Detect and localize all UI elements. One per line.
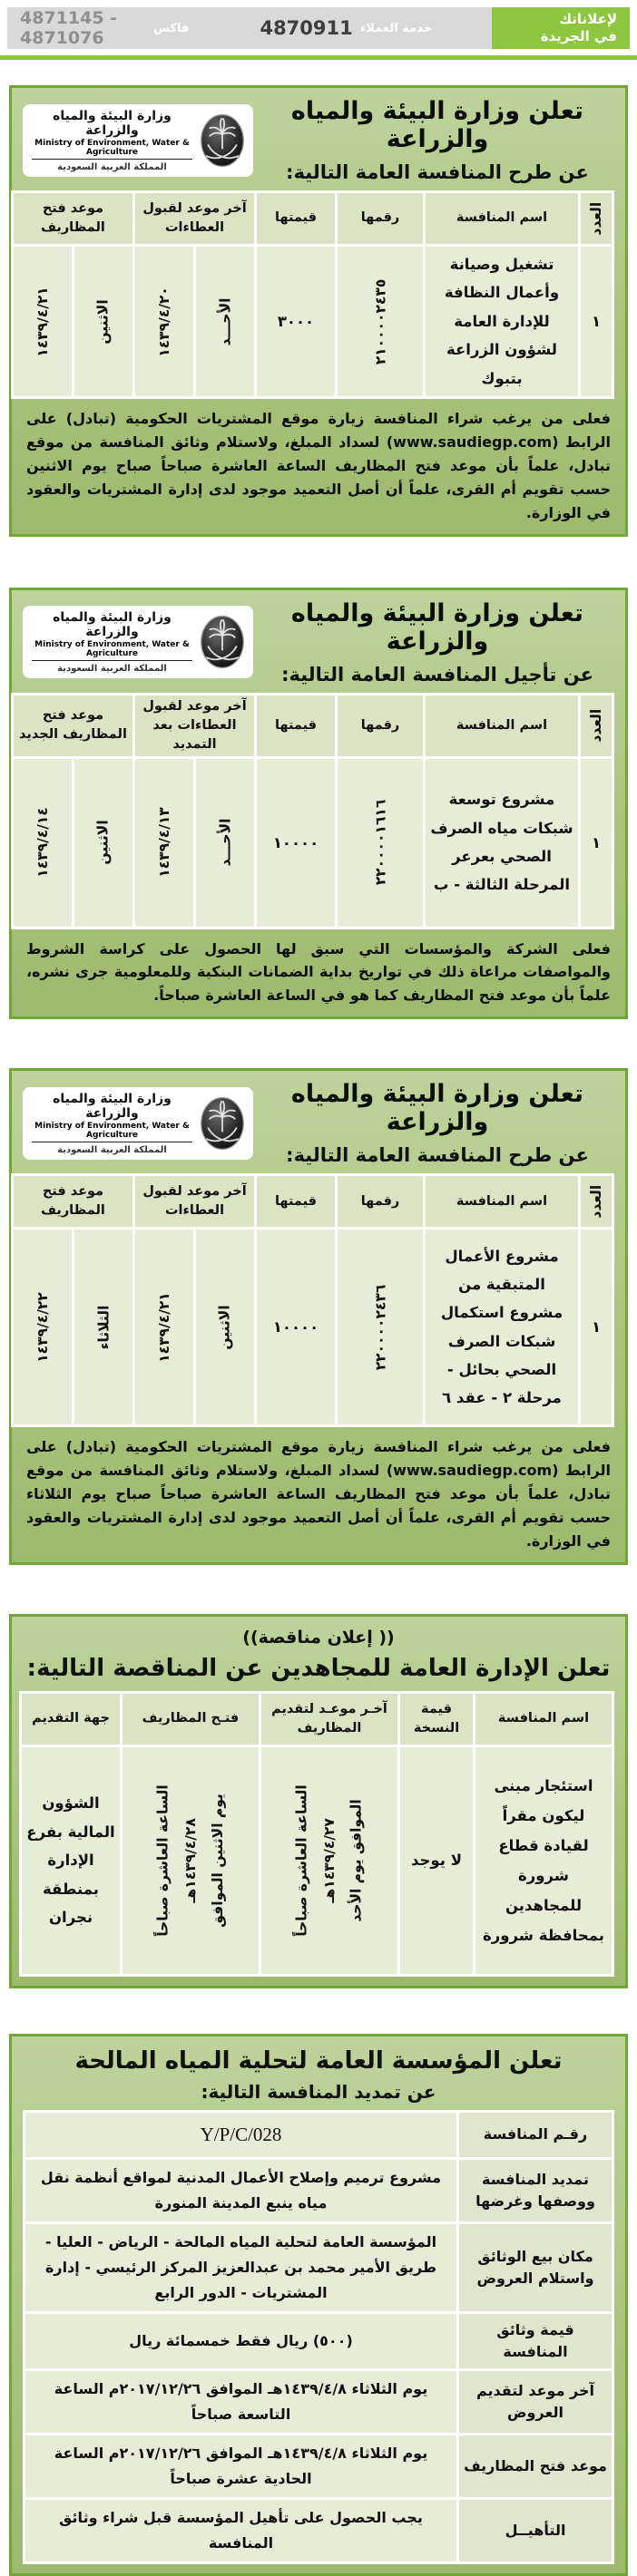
ministry-country: المملكة العربية السعودية bbox=[57, 664, 167, 675]
cell-opening-date: ١٤٣٩/٤/٢١ bbox=[14, 247, 72, 396]
table-row bbox=[25, 2371, 612, 2433]
saudi-emblem-icon bbox=[199, 1095, 246, 1152]
announcement-block-ministry-3 bbox=[9, 1068, 628, 1565]
ministry-country: المملكة العربية السعودية bbox=[57, 161, 167, 172]
green-divider bbox=[0, 55, 637, 60]
fax-label: فاكس bbox=[153, 21, 190, 35]
cell-tender-name: مشروع توسعة شبكات مياه الصرف الصحي بعرعر المرحلة الثالثة - ب bbox=[426, 759, 578, 927]
announcement-block-mujahideen bbox=[9, 1614, 628, 1988]
ministry-logo bbox=[23, 1087, 253, 1160]
table-header-row bbox=[22, 1694, 612, 1745]
cell-deadline-date: ١٤٣٩/٤/١٣ bbox=[135, 759, 193, 927]
desalination-table bbox=[23, 2110, 614, 2564]
table-row bbox=[25, 2435, 612, 2497]
cell-opening-day: الثلاثاء bbox=[74, 1230, 132, 1424]
row-value-envelopes-opening: يوم الثلاثاء ١٤٣٩/٤/٨هـ الموافق ٢٠١٧/١٢/٢٦م الساعة الحادية عشرة صباحاً bbox=[25, 2435, 456, 2497]
row-label-documents-price: قيمة وثائق المنافسة bbox=[459, 2314, 612, 2368]
col-header-deadline: آخر موعد لقبول العطاءات bbox=[135, 1176, 254, 1227]
col-header-count: العدد bbox=[581, 193, 612, 244]
cell-opening-date: ١٤٣٩/٤/٢٢ bbox=[14, 1230, 72, 1424]
cell-tender-number: ٢١٠٠٠٠٢٤٣٥ bbox=[338, 247, 423, 396]
ads-promo-box bbox=[492, 7, 630, 49]
topbar bbox=[7, 7, 630, 49]
cell-deadline: الموافق يوم الأحد ١٤٣٩/٤/٢٧هـ الساعة العاشرة صباحاً bbox=[261, 1747, 397, 1974]
row-value-qualification: يجب الحصول على تأهيل المؤسسة قبل شراء وثائق المنافسة bbox=[25, 2500, 456, 2561]
row-value-documents-price: (٥٠٠) ريال فقط خمسمائة ريال bbox=[25, 2314, 456, 2368]
block3-subtitle: عن طرح المنافسة العامة التالية: bbox=[286, 1144, 589, 1167]
cell-tender-number: ٢٢٠٠٠٠١٦١٦ bbox=[338, 759, 423, 927]
cell-opening-day: الاثنين bbox=[74, 247, 132, 396]
col-header-opening: موعد فتح المظاريف الجديد bbox=[14, 695, 132, 756]
table-header-row bbox=[14, 695, 612, 756]
block2-header bbox=[23, 599, 614, 685]
cell-tender-name: تشغيل وصيانة وأعمال النظافة للإدارة العامة لشؤون الزراعة بتبوك bbox=[426, 247, 578, 396]
cell-deadline-date: ١٤٣٩/٤/٢١ bbox=[135, 1230, 193, 1424]
ads-promo-line2: في الجريدة bbox=[540, 28, 617, 44]
cell-opening-date: ١٤٣٩/٤/١٤ bbox=[14, 759, 72, 927]
table-header-row bbox=[14, 1176, 612, 1227]
ministry-name-en: Ministry of Environment, Water & Agriculture bbox=[34, 1121, 190, 1140]
col-header-value: قيمتها bbox=[257, 1176, 335, 1227]
tender-table-1 bbox=[11, 190, 614, 399]
announcement-block-desalination bbox=[9, 2034, 628, 2576]
col-header-number: رقمها bbox=[338, 193, 423, 244]
row-value-documents-place: المؤسسة العامة لتحلية المياه المالحة - الرياض - العليا - طريق الأمير محمد بن عبدالعزيز المركز الرئيسي - إدارة المشتريات - الدور الرابع bbox=[25, 2224, 456, 2311]
table-row bbox=[14, 1230, 612, 1424]
block3-title: تعلن وزارة البيئة والمياه والزراعة bbox=[290, 1080, 584, 1137]
cell-tender-number: ٢٢٠٠٠٠٢٤٣٦ bbox=[338, 1230, 423, 1424]
customer-service-label: خدمة العملاء bbox=[359, 21, 432, 35]
ministry-country: المملكة العربية السعودية bbox=[57, 1144, 167, 1155]
mujahideen-title: تعلن الإدارة العامة للمجاهدين عن المناقصة التالية: bbox=[26, 1654, 611, 1682]
col-header-count: العدد bbox=[581, 1176, 612, 1227]
ministry-logo bbox=[23, 104, 253, 177]
fax-contact bbox=[20, 8, 189, 48]
cell-tender-value: ٣٠٠٠ bbox=[257, 247, 335, 396]
col-header-opening: موعد فتح المظاريف bbox=[14, 193, 132, 244]
row-value-offers-deadline: يوم الثلاثاء ١٤٣٩/٤/٨هـ الموافق ٢٠١٧/١٢/٢٦م الساعة التاسعة صباحاً bbox=[25, 2371, 456, 2433]
block1-subtitle: عن طرح المنافسة العامة التالية: bbox=[286, 161, 589, 183]
col-header-name: اسم المنافسة bbox=[426, 193, 578, 244]
desalination-title: تعلن المؤسسة العامة لتحلية المياه المالحة bbox=[74, 2046, 563, 2075]
col-header-name: اسم المنافسة bbox=[475, 1694, 612, 1745]
ministry-name-en: Ministry of Environment, Water & Agriculture bbox=[34, 640, 190, 659]
cell-copy-value: لا يوجد bbox=[400, 1747, 473, 1974]
mujahideen-table bbox=[19, 1691, 614, 1977]
cell-deadline-day: الأحـــد bbox=[196, 759, 254, 927]
col-header-name: اسم المنافسة bbox=[426, 695, 578, 756]
block2-subtitle: عن تأجيل المنافسة العامة التالية: bbox=[281, 663, 593, 685]
customer-service-number: 4870911 bbox=[260, 17, 353, 39]
cell-tender-name: استئجار مبنى ليكون مقراً لقيادة قطاع شرورة للمجاهدين بمحافظة شرورة bbox=[475, 1747, 612, 1974]
col-header-number: رقمها bbox=[338, 695, 423, 756]
row-label-envelopes-opening: موعد فتح المظاريف bbox=[459, 2435, 612, 2497]
table-row bbox=[25, 2113, 612, 2157]
row-value-description: مشروع ترميم وإصلاح الأعمال المدنية لمواقع أنظمة نقل مياه ينبع المدينة المنورة bbox=[25, 2160, 456, 2221]
ministry-name-ar: وزارة البيئة والمياه والزراعة bbox=[53, 108, 172, 138]
ministry-name-en: Ministry of Environment, Water & Agriculture bbox=[34, 138, 190, 157]
logo-divider bbox=[32, 660, 192, 661]
block3-footer-note: فعلى من يرغب شراء المنافسة زيارة موقع المشتريات الحكومية (تبادل) على الرابط (www.saudiegp.com) لسداد المبلغ، ولاستلام وثائق المنافسة من موقع تبادل، علماً بأن موعد فتح المظاريف الساعة العاشرة صباحاً صباح يوم الثلاثاء حسب تقويم أم القرى، علماً أن أصل التعميد موجود لدى إدارة المشتريات والعقود في الوزارة. bbox=[26, 1438, 612, 1550]
table-row bbox=[25, 2224, 612, 2311]
block3-header bbox=[23, 1080, 614, 1166]
ministry-logo bbox=[23, 606, 253, 678]
table-row bbox=[14, 759, 612, 927]
ministry-name-ar: وزارة البيئة والمياه والزراعة bbox=[53, 610, 172, 640]
cell-tender-value: ١٠٠٠٠ bbox=[257, 759, 335, 927]
cell-count: ١ bbox=[581, 247, 612, 396]
block1-header bbox=[23, 97, 614, 183]
block1-footer-note: فعلى من يرغب شراء المنافسة زيارة موقع المشتريات الحكومية (تبادل) على الرابط (www.saudiegp.com) لسداد المبلغ، ولاستلام وثائق المنافسة من موقع تبادل، علماً بأن موعد فتح المظاريف الساعة العاشرة صباحاً صباح يوم الاثنين حسب تقويم أم القرى، علماً أن أصل التعميد موجود لدى إدارة المشتريات والعقود في الوزارة. bbox=[26, 410, 612, 521]
saudi-emblem-icon bbox=[199, 112, 246, 169]
tender-notice-label: (( إعلان مناقصة)) bbox=[242, 1627, 395, 1648]
block1-title: تعلن وزارة البيئة والمياه والزراعة bbox=[290, 97, 584, 153]
block2-title: تعلن وزارة البيئة والمياه والزراعة bbox=[290, 598, 584, 656]
table-row bbox=[25, 2314, 612, 2368]
desalination-subtitle: عن تمديد المنافسة التالية: bbox=[201, 2080, 436, 2103]
col-header-deadline: آخر موعد لقبول العطاءات بعد التمديد bbox=[135, 695, 254, 756]
row-value-tender-number: Y/P/C/028 bbox=[25, 2113, 456, 2157]
col-header-value: قيمتها bbox=[257, 193, 335, 244]
cell-count: ١ bbox=[581, 1230, 612, 1424]
col-header-authority: جهة التقديم bbox=[22, 1694, 120, 1745]
col-header-count: العدد bbox=[581, 695, 612, 756]
row-label-offers-deadline: آخر موعد لتقديم العروض bbox=[459, 2371, 612, 2433]
col-header-name: اسم المنافسة bbox=[426, 1176, 578, 1227]
col-header-value: قيمتها bbox=[257, 695, 335, 756]
row-label-description: تمديد المنافسة ووصفها وغرضها bbox=[459, 2160, 612, 2221]
fax-numbers: 4871145 - 4871076 bbox=[20, 8, 118, 48]
cell-authority: الشؤون المالية بفرع الإدارة بمنطقة نجران bbox=[22, 1747, 120, 1974]
row-label-documents-place: مكان بيع الوثائق واستلام العروض bbox=[459, 2224, 612, 2311]
table-row bbox=[25, 2160, 612, 2221]
col-header-deadline: آخـر موعـد لتقديم المظاريف bbox=[261, 1694, 397, 1745]
cell-opening: يوم الاثنين الموافق ١٤٣٩/٤/٢٨هـ الساعة العاشرة صباحاً bbox=[122, 1747, 259, 1974]
table-row bbox=[22, 1747, 612, 1974]
cell-count: ١ bbox=[581, 759, 612, 927]
table-header-row bbox=[14, 193, 612, 244]
tender-table-2 bbox=[11, 693, 614, 929]
announcement-block-ministry-1 bbox=[9, 85, 628, 537]
cell-tender-name: مشروع الأعمال المتبقية من مشروع استكمال شبكات الصرف الصحي بحائل - مرحلة ٢ - عقد ٦ bbox=[426, 1230, 578, 1424]
customer-service bbox=[260, 17, 432, 39]
col-header-opening: فتـح المظاريف bbox=[122, 1694, 259, 1745]
ministry-name-ar: وزارة البيئة والمياه والزراعة bbox=[53, 1091, 172, 1121]
newspaper-ads-page bbox=[0, 7, 637, 2552]
table-row bbox=[14, 247, 612, 396]
table-row bbox=[25, 2500, 612, 2561]
col-header-copy-value: قيمة النسخة bbox=[400, 1694, 473, 1745]
topbar-contacts bbox=[7, 7, 492, 49]
row-label-qualification: التأهيــل bbox=[459, 2500, 612, 2561]
block2-footer-note: فعلى الشركة والمؤسسات التي سبق لها الحصول على كراسة الشروط والمواصفات مراعاة ذلك في تواريخ بداية الضمانات البنكية وللمعلومية جرى نشره، علماً بأن موعد فتح المظاريف كما هو في الساعة العاشرة صباحاً. bbox=[26, 939, 611, 1005]
logo-divider bbox=[32, 159, 192, 160]
ads-promo-line1: لإعلاناتك bbox=[559, 10, 617, 27]
cell-deadline-date: ١٤٣٩/٤/٢٠ bbox=[135, 247, 193, 396]
cell-opening-day: الاثنين bbox=[74, 759, 132, 927]
announcement-block-ministry-2 bbox=[9, 588, 628, 1020]
tender-table-3 bbox=[11, 1173, 614, 1427]
saudi-emblem-icon bbox=[199, 614, 246, 670]
col-header-number: رقمها bbox=[338, 1176, 423, 1227]
cell-deadline-day: الاثنين bbox=[196, 1230, 254, 1424]
row-label-tender-number: رقـم المنافسة bbox=[459, 2113, 612, 2157]
cell-tender-value: ١٠٠٠٠ bbox=[257, 1230, 335, 1424]
col-header-opening: موعد فتح المظاريف bbox=[14, 1176, 132, 1227]
col-header-deadline: آخر موعد لقبول العطاءات bbox=[135, 193, 254, 244]
cell-deadline-day: الأحـــد bbox=[196, 247, 254, 396]
